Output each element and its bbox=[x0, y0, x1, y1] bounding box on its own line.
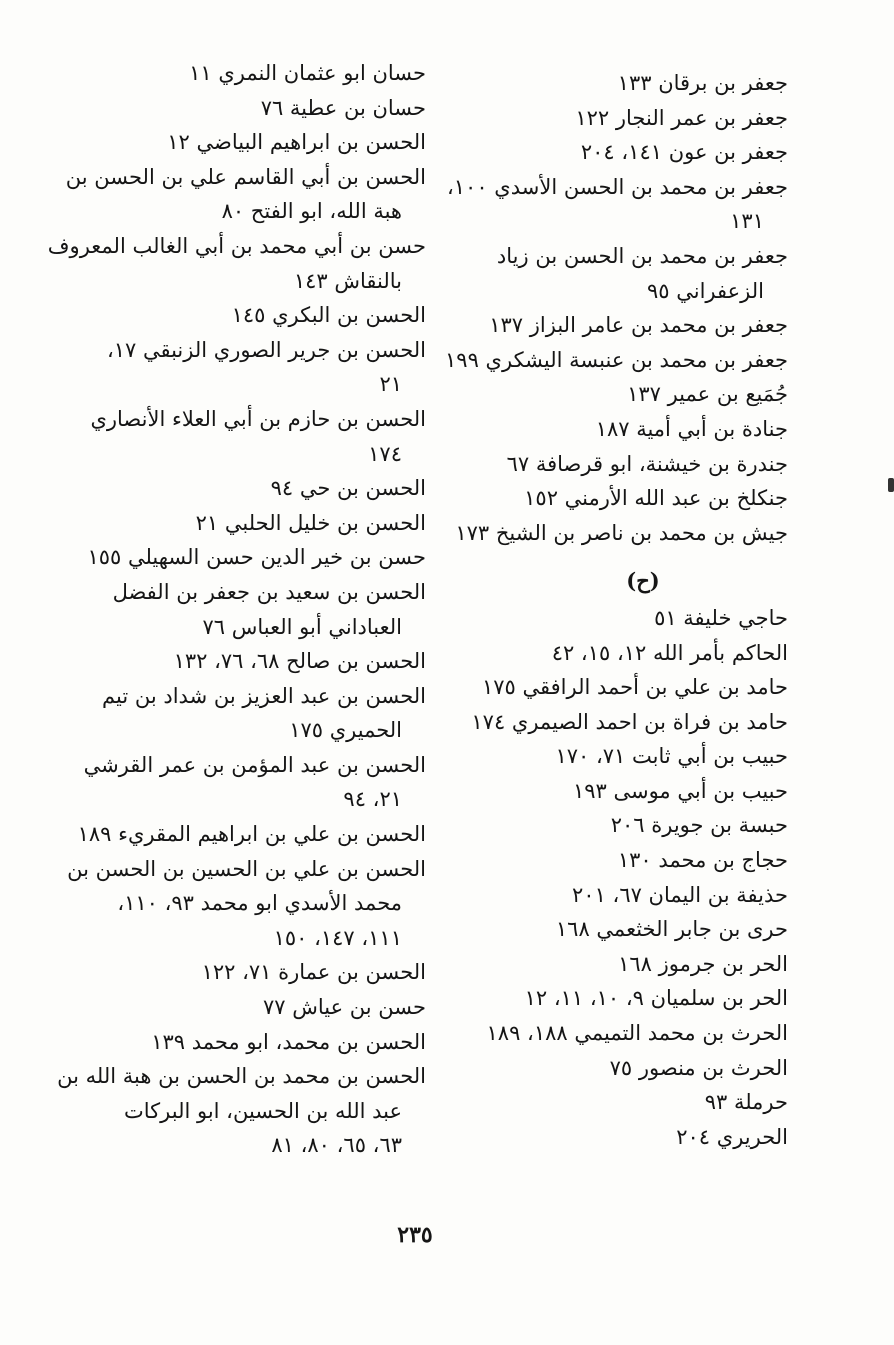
entry-text: حذيفة بن اليمان ٦٧، ٢٠١ bbox=[572, 882, 788, 907]
index-entry bbox=[65, 160, 426, 229]
entry-text: حامد بن فراة بن احمد الصيمري ١٧٤ bbox=[471, 709, 788, 734]
entry-text: الحسن بن حي ٩٤ bbox=[270, 476, 426, 501]
index-entry bbox=[446, 170, 788, 239]
index-entry bbox=[96, 91, 426, 126]
margin-mark bbox=[888, 478, 894, 492]
entry-continuation: الزعفراني ٩٥ bbox=[647, 278, 764, 303]
entry-text: الحسن بن سعيد بن جعفر بن الفضل bbox=[112, 579, 426, 604]
entry-text: جندرة بن خيشنة، ابو قرصافة ٦٧ bbox=[506, 451, 788, 476]
entry-text: الحر بن سلميان ٩، ١٠، ١١، ١٢ bbox=[524, 986, 788, 1011]
index-entry bbox=[458, 135, 788, 170]
index-entry bbox=[96, 125, 426, 160]
entry-text: حسن بن أبي محمد بن أبي الغالب المعروف bbox=[47, 233, 426, 258]
index-entry bbox=[458, 739, 788, 774]
index-entry bbox=[458, 636, 788, 671]
index-entry bbox=[458, 878, 788, 913]
entry-continuation: عبد الله بن الحسين، ابو البركات bbox=[123, 1098, 402, 1123]
index-entry bbox=[83, 748, 426, 817]
index-entry bbox=[57, 1059, 426, 1163]
index-entry bbox=[67, 852, 426, 956]
index-entry bbox=[96, 575, 426, 644]
entry-text: الحسن بن محمد بن الحسن بن هبة الله بن bbox=[57, 1064, 426, 1089]
entry-text: الحاكم بأمر الله ١٢، ١٥، ٤٢ bbox=[551, 640, 788, 665]
index-entry bbox=[96, 990, 426, 1025]
entry-text: حبيب بن أبي موسى ١٩٣ bbox=[572, 778, 788, 803]
entry-text: الحسن بن عبد المؤمن بن عمر القرشي bbox=[83, 752, 426, 777]
index-entry bbox=[96, 298, 426, 333]
entry-text: حسان بن عطية ٧٦ bbox=[260, 95, 426, 120]
entry-continuation: هبة الله، ابو الفتح ٨٠ bbox=[221, 199, 402, 224]
index-entry bbox=[96, 333, 426, 402]
index-entry bbox=[87, 540, 426, 575]
entry-text: الحسن بن ابراهيم البياضي ١٢ bbox=[167, 130, 426, 155]
index-entry bbox=[458, 308, 788, 343]
index-entry bbox=[458, 670, 788, 705]
entry-list-hasan bbox=[47, 56, 426, 1163]
index-entry bbox=[445, 343, 788, 378]
entry-text: الحريري ٢٠٤ bbox=[676, 1124, 788, 1149]
section-heading-ha: (ح) bbox=[626, 568, 660, 594]
entry-continuation: العباداني أبو العباس ٧٦ bbox=[202, 614, 402, 639]
entry-text: حبيب بن أبي ثابت ٧١، ١٧٠ bbox=[555, 744, 788, 769]
entry-text: الحسن بن جرير الصوري الزنبقي ١٧، bbox=[106, 337, 426, 362]
index-entry bbox=[96, 644, 426, 679]
entry-text: جعفر بن برقان ١٣٣ bbox=[617, 71, 788, 95]
entry-continuation: بالنقاش ١٤٣ bbox=[293, 268, 402, 293]
entry-text: الحسن بن عبد العزيز بن شداد بن تيم bbox=[102, 683, 426, 708]
index-entry bbox=[47, 229, 426, 298]
entry-text: الحرث بن محمد التميمي ١٨٨، ١٨٩ bbox=[486, 1021, 788, 1046]
entry-text: جعفر بن محمد بن الحسن الأسدي ١٠٠، bbox=[446, 174, 788, 199]
entry-text: حسن بن خير الدين حسن السهيلي ١٥٥ bbox=[87, 545, 426, 570]
entry-text: حسن بن عياش ٧٧ bbox=[262, 995, 426, 1020]
index-entry bbox=[458, 912, 788, 947]
entry-text: الحر بن جرموز ١٦٨ bbox=[618, 951, 788, 976]
entry-text: الحسن بن حازم بن أبي العلاء الأنصاري bbox=[90, 406, 426, 431]
index-entry bbox=[458, 1120, 788, 1155]
entry-continuation: ٢١، ٩٤ bbox=[343, 787, 402, 812]
index-entry bbox=[458, 808, 788, 843]
entry-continuation: ١٣١ bbox=[730, 209, 764, 234]
index-entry bbox=[458, 981, 788, 1016]
entry-text: الحسن بن علي بن الحسين بن الحسن بن bbox=[67, 856, 426, 881]
entry-text: جعفر بن محمد بن الحسن بن زياد bbox=[496, 243, 788, 268]
entry-text: حسان ابو عثمان النمري ١١ bbox=[189, 61, 426, 85]
index-entry bbox=[96, 1025, 426, 1060]
index-column-left bbox=[47, 56, 426, 1163]
entry-continuation: ٢١ bbox=[379, 372, 402, 397]
entry-text: حجاج بن محمد ١٣٠ bbox=[617, 848, 788, 873]
index-entry bbox=[458, 1051, 788, 1086]
entry-list-ha bbox=[458, 601, 788, 1155]
index-entry bbox=[458, 601, 788, 636]
index-entry bbox=[458, 705, 788, 740]
entry-continuation: محمد الأسدي ابو محمد ٩٣، ١١٠، bbox=[117, 891, 402, 916]
index-entry bbox=[458, 101, 788, 136]
index-entry bbox=[96, 506, 426, 541]
index-entry bbox=[458, 774, 788, 809]
entry-continuation: ٦٣، ٦٥، ٨٠، ٨١ bbox=[271, 1133, 402, 1158]
index-entry bbox=[458, 843, 788, 878]
entry-text: الحسن بن خليل الحلبي ٢١ bbox=[195, 510, 426, 535]
entry-text: الحسن بن أبي القاسم علي بن الحسن بن bbox=[65, 164, 426, 189]
entry-text: الحسن بن عمارة ٧١، ١٢٢ bbox=[201, 960, 426, 985]
entry-text: جنادة بن أبي أمية ١٨٧ bbox=[595, 416, 788, 441]
index-entry bbox=[96, 955, 426, 990]
entry-continuation: الحميري ١٧٥ bbox=[289, 718, 402, 743]
index-entry bbox=[455, 516, 788, 551]
entry-text: حرى بن جابر الخثعمي ١٦٨ bbox=[555, 917, 788, 942]
entry-text: الحسن بن البكري ١٤٥ bbox=[231, 303, 426, 328]
entry-text: حامد بن علي بن أحمد الرافقي ١٧٥ bbox=[482, 675, 788, 700]
index-entry bbox=[458, 66, 788, 101]
entry-text: حبسة بن جويرة ٢٠٦ bbox=[610, 813, 788, 838]
index-entry bbox=[458, 1016, 788, 1051]
index-entry bbox=[96, 679, 426, 748]
index-entry bbox=[458, 947, 788, 982]
index-entry bbox=[458, 1085, 788, 1120]
entry-text: الحسن بن علي بن ابراهيم المقريء ١٨٩ bbox=[77, 822, 426, 847]
entry-text: جعفر بن عمر النجار ١٢٢ bbox=[575, 105, 788, 130]
entry-text: حاجي خليفة ٥١ bbox=[654, 605, 788, 630]
index-entry bbox=[77, 817, 426, 852]
index-entry bbox=[96, 471, 426, 506]
entry-list-jim bbox=[445, 66, 788, 550]
entry-text: الحسن بن محمد، ابو محمد ١٣٩ bbox=[151, 1029, 426, 1054]
entry-text: جنكلخ بن عبد الله الأرمني ١٥٢ bbox=[524, 486, 788, 511]
entry-continuation: ١٧٤ bbox=[368, 441, 402, 466]
index-entry bbox=[458, 412, 788, 447]
entry-text: جعفر بن محمد بن عنبسة اليشكري ١٩٩ bbox=[445, 347, 788, 372]
entry-text: الحسن بن صالح ٦٨، ٧٦، ١٣٢ bbox=[173, 649, 426, 674]
index-entry bbox=[458, 447, 788, 482]
page-number: ٢٣٥ bbox=[397, 1222, 433, 1248]
entry-text: جعفر بن محمد بن عامر البزاز ١٣٧ bbox=[489, 313, 788, 338]
entry-text: جُمَيع بن عمير ١٣٧ bbox=[627, 382, 788, 407]
entry-text: حرملة ٩٣ bbox=[704, 1090, 788, 1115]
index-entry bbox=[458, 239, 788, 308]
index-entry bbox=[90, 402, 426, 471]
entry-text: جعفر بن عون ١٤١، ٢٠٤ bbox=[580, 140, 788, 165]
index-entry bbox=[458, 481, 788, 516]
entry-text: جيش بن محمد بن ناصر بن الشيخ ١٧٣ bbox=[455, 520, 788, 545]
index-entry bbox=[458, 377, 788, 412]
entry-text: الحرث بن منصور ٧٥ bbox=[609, 1055, 788, 1080]
entry-continuation: ١١١، ١٤٧، ١٥٠ bbox=[273, 925, 402, 950]
index-column-right bbox=[445, 66, 788, 1154]
index-entry bbox=[96, 56, 426, 91]
